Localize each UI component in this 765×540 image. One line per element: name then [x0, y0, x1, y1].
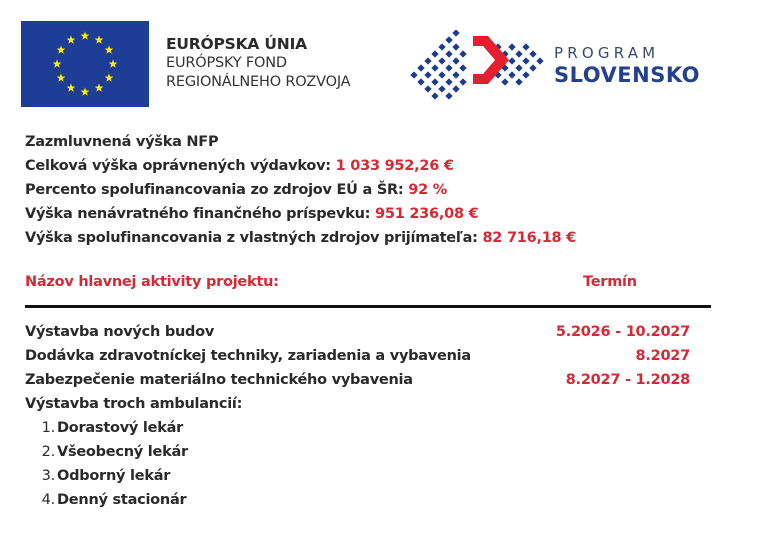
finance-heading: Zazmluvnená výška NFP	[25, 134, 219, 150]
activity-row	[25, 392, 690, 416]
list-label: Všeobecný lekár	[57, 444, 188, 460]
activity-name: Dodávka zdravotníckej techniky, zariadenia a vybavenia	[25, 348, 471, 364]
finance-value: 92 %	[408, 182, 448, 198]
eu-fund-line1: EURÓPSKY FOND	[166, 55, 287, 71]
finance-row-percent	[25, 178, 576, 202]
program-slovensko-text	[554, 44, 700, 87]
finance-summary	[25, 130, 576, 250]
activity-row	[25, 344, 690, 368]
activity-term: 8.2027	[635, 348, 690, 364]
ambulance-list-item	[25, 488, 690, 512]
program-label: PROGRAM	[554, 44, 660, 62]
activity-term: 5.2026 - 10.2027	[555, 324, 690, 340]
ambulance-list-item	[25, 440, 690, 464]
finance-value: 951 236,08 €	[375, 206, 479, 222]
finance-value: 82 716,18 €	[482, 230, 577, 246]
finance-label: Celková výška oprávnených výdavkov:	[25, 158, 336, 174]
finance-row-own-funds	[25, 226, 576, 250]
list-number: 1.	[41, 420, 55, 436]
list-label: Denný stacionár	[57, 492, 187, 508]
eu-title: EURÓPSKA ÚNIA	[166, 35, 307, 53]
ambulance-list-item	[25, 464, 690, 488]
activity-row	[25, 320, 690, 344]
activity-name: Výstavba troch ambulancií:	[25, 396, 243, 412]
finance-label: Percento spolufinancovania zo zdrojov EÚ a ŠR:	[25, 182, 409, 198]
ambulance-list-item	[25, 416, 690, 440]
slovensko-label: SLOVENSKO	[554, 63, 701, 87]
finance-label: Výška spolufinancovania z vlastných zdrojov prijímateľa:	[25, 230, 483, 246]
list-number: 3.	[41, 468, 55, 484]
eu-flag-icon	[21, 21, 149, 107]
finance-value: 1 033 952,26 €	[335, 158, 454, 174]
activities-header	[25, 274, 711, 296]
logo-bar	[0, 0, 765, 120]
activity-name: Výstavba nových budov	[25, 324, 215, 340]
list-number: 4.	[41, 492, 55, 508]
list-label: Dorastový lekár	[57, 420, 184, 436]
finance-row-grant	[25, 202, 576, 226]
list-label: Odborný lekár	[57, 468, 171, 484]
program-slovensko-arrow-icon	[407, 30, 547, 100]
term-column-header: Termín	[583, 274, 637, 290]
activity-name: Zabezpečenie materiálno technického vybavenia	[25, 372, 413, 388]
finance-label: Výška nenávratného finančného príspevku:	[25, 206, 376, 222]
header-divider	[25, 305, 711, 308]
finance-row-total	[25, 154, 576, 178]
eu-logo-text	[166, 35, 350, 92]
eu-fund-line2: REGIONÁLNEHO ROZVOJA	[166, 74, 351, 90]
activity-term: 8.2027 - 1.2028	[565, 372, 690, 388]
activity-name-column-header: Názov hlavnej aktivity projektu:	[25, 274, 279, 290]
activity-row	[25, 368, 690, 392]
list-number: 2.	[41, 444, 55, 460]
activities-list	[25, 320, 690, 512]
